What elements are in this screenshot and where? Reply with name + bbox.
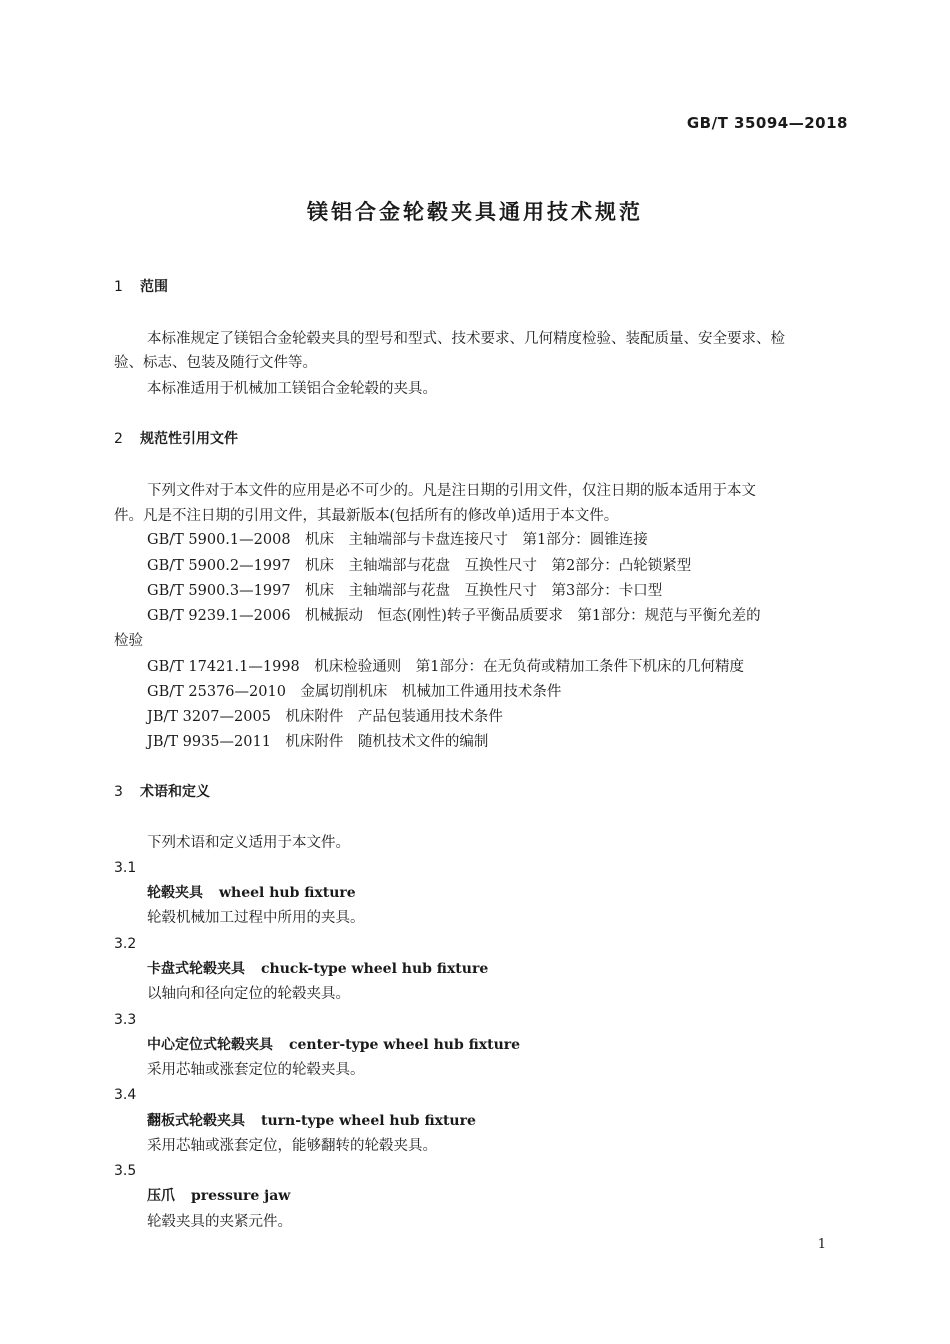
reference-item: GB/T 17421.1—1998 机床检验通则 第1部分：在无负荷或精加工条件下机床的几何精度 (147, 659, 744, 675)
reference-item: GB/T 5900.2—1997 机床 主轴端部与花盘 互换性尺寸 第2部分：凸轮锁紧型 (147, 558, 692, 574)
section-2-heading (114, 429, 238, 449)
term-zh: 轮毂夹具 (147, 885, 203, 901)
term-en: chuck-type wheel hub fixture (261, 961, 489, 977)
terms-intro: 下列术语和定义适用于本文件。 (147, 835, 350, 851)
section-title: 规范性引用文件 (140, 431, 238, 447)
section-title: 范围 (140, 279, 168, 295)
reference-item: GB/T 5900.1—2008 机床 主轴端部与卡盘连接尺寸 第1部分：圆锥连接 (147, 532, 648, 548)
term-title (147, 959, 488, 979)
term-title (147, 1186, 290, 1206)
reference-item: JB/T 9935—2011 机床附件 随机技术文件的编制 (147, 734, 489, 750)
term-en: turn-type wheel hub fixture (261, 1113, 476, 1129)
term-title (147, 1111, 476, 1131)
term-title (147, 883, 356, 903)
term-definition: 以轴向和径向定位的轮毂夹具。 (147, 986, 350, 1002)
term-definition: 采用芯轴或涨套定位，能够翻转的轮毂夹具。 (147, 1138, 437, 1154)
scope-paragraph-line-2: 验、标志、包装及随行文件等。 (114, 355, 317, 371)
section-1-heading (114, 277, 168, 297)
section-number: 3 (114, 784, 123, 800)
reference-item: JB/T 3207—2005 机床附件 产品包装通用技术条件 (147, 709, 503, 725)
reference-item-continuation: 检验 (114, 633, 143, 649)
section-number: 1 (114, 279, 123, 295)
section-3-heading (114, 782, 210, 802)
references-intro-line-2: 件。凡是不注日期的引用文件，其最新版本(包括所有的修改单)适用于本文件。 (114, 508, 619, 524)
term-number: 3.1 (114, 860, 137, 876)
term-en: pressure jaw (191, 1188, 291, 1204)
term-definition: 轮毂机械加工过程中所用的夹具。 (147, 910, 365, 926)
term-number: 3.3 (114, 1012, 137, 1028)
term-definition: 轮毂夹具的夹紧元件。 (147, 1214, 292, 1230)
reference-item: GB/T 9239.1—2006 机械振动 恒态(刚性)转子平衡品质要求 第1部分：规范与平衡允差的 (147, 608, 761, 624)
page-number: 1 (817, 1237, 826, 1252)
term-zh: 卡盘式轮毂夹具 (147, 961, 245, 977)
term-definition: 采用芯轴或涨套定位的轮毂夹具。 (147, 1062, 365, 1078)
term-en: center-type wheel hub fixture (289, 1037, 521, 1053)
section-title: 术语和定义 (140, 784, 210, 800)
scope-applicability: 本标准适用于机械加工镁铝合金轮毂的夹具。 (147, 381, 437, 397)
term-zh: 中心定位式轮毂夹具 (147, 1037, 273, 1053)
scope-paragraph-line-1: 本标准规定了镁铝合金轮毂夹具的型号和型式、技术要求、几何精度检验、装配质量、安全要求、检 (147, 331, 785, 347)
standard-code: GB/T 35094—2018 (686, 114, 848, 132)
term-zh: 压爪 (147, 1188, 175, 1204)
reference-item: GB/T 25376—2010 金属切削机床 机械加工件通用技术条件 (147, 684, 562, 700)
term-zh: 翻板式轮毂夹具 (147, 1113, 245, 1129)
section-number: 2 (114, 431, 123, 447)
reference-item: GB/T 5900.3—1997 机床 主轴端部与花盘 互换性尺寸 第3部分：卡口型 (147, 583, 663, 599)
term-number: 3.4 (114, 1087, 137, 1103)
document-title: 镁铝合金轮毂夹具通用技术规范 (307, 200, 643, 224)
term-en: wheel hub fixture (219, 885, 356, 901)
term-title (147, 1035, 520, 1055)
term-number: 3.2 (114, 936, 137, 952)
term-number: 3.5 (114, 1163, 137, 1179)
references-intro-line-1: 下列文件对于本文件的应用是必不可少的。凡是注日期的引用文件，仅注日期的版本适用于本文 (147, 483, 756, 499)
